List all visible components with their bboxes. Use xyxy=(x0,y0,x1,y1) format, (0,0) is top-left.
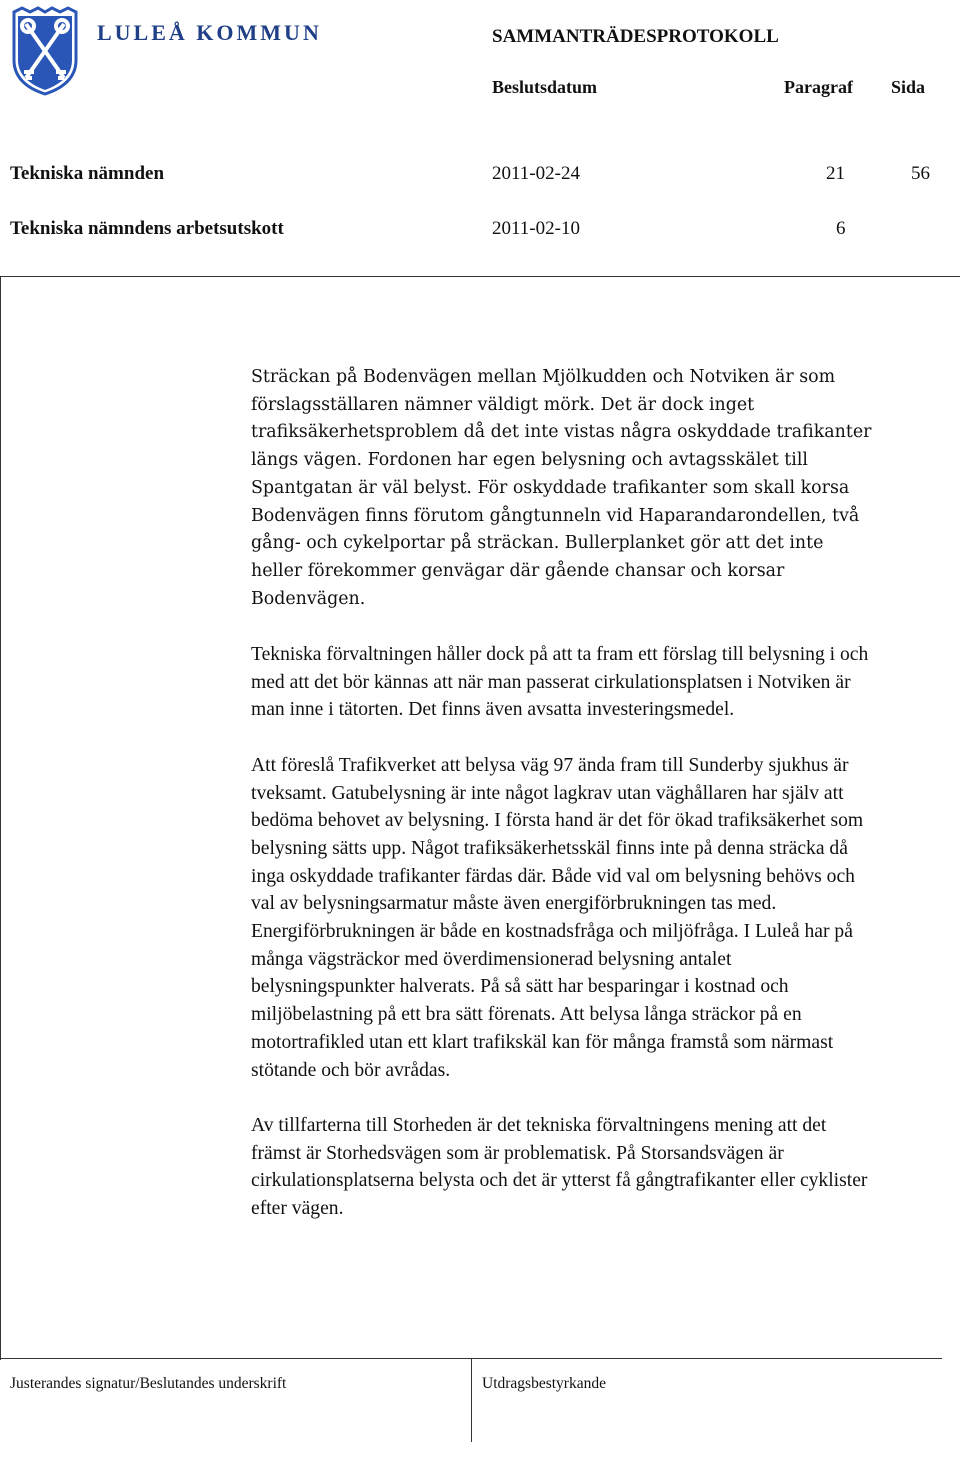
footer-column-divider xyxy=(471,1358,472,1442)
lulea-coat-of-arms-icon xyxy=(10,4,80,96)
column-header-paragraph: Paragraf xyxy=(784,77,853,97)
body-paragraph: Av tillfarterna till Storheden är det tekniska förvaltningens mening att det främst är Storhedsvägen som är problematisk. På Storsandsvägen är cirkulationsplatserna belysta och det är ytterst få gångtrafikanter eller cyklister efter vägen. xyxy=(251,1114,868,1220)
paragraph-number: 21 xyxy=(826,163,845,184)
brand-name: LULEÅ KOMMUN xyxy=(97,20,322,45)
document-body xyxy=(251,364,876,1250)
committee-name: Tekniska nämnden xyxy=(10,163,165,184)
page-number: 56 xyxy=(911,163,930,184)
body-paragraph: Tekniska förvaltningen håller dock på att ta fram ett förslag till belysning i och med att det bör kännas att när man passerat cirkulationsplatsen i Notviken är man inne i tätorten. Det finns även avsatta investeringsmedel. xyxy=(251,644,869,721)
signature-label: Justerandes signatur/Beslutandes underskrift xyxy=(10,1375,287,1392)
paragraph-number: 6 xyxy=(836,218,846,239)
body-paragraph: Sträckan på Bodenvägen mellan Mjölkudden och Notviken är som förslagsställaren nämner väldigt mörk. Det är dock inget trafiksäkerhetsproblem då det inte vistas några oskyddade trafikanter längs vägen. Fordonen har egen belysning och avtagsskälet till Spantgatan är väl belyst. För oskyddade trafikanter som skall korsa Bodenvägen finns förutom gångtunneln vid Haparandarondellen, två gång- och cykelportar på sträckan. Bullerplanket gör att det inte heller förekommer genvägar där gående chansar och korsar Bodenvägen. xyxy=(251,367,872,609)
document-type: SAMMANTRÄDESPROTOKOLL xyxy=(492,26,779,47)
column-header-date: Beslutsdatum xyxy=(492,77,598,97)
decision-date: 2011-02-24 xyxy=(492,163,580,184)
committee-name: Tekniska nämndens arbetsutskott xyxy=(10,218,284,239)
column-header-page: Sida xyxy=(891,77,926,97)
body-paragraph: Att föreslå Trafikverket att belysa väg 97 ända fram till Sunderby sjukhus är tveksamt. Gatubelysning är inte något lagkrav utan väghållaren har själv att bedöma behovet av belysning. I första hand är det för ökad trafiksäkerhet som belysning sätts upp. Något trafiksäkerhetsskäl finns inte på denna sträcka då inga oskyddade trafikanter färdas där. Både vid val om belysning behövs och val av belysningsarmatur måste även energiförbrukningen tas med. Energiförbrukningen är både en kostnadsfråga och miljöfråga. I Luleå har på många vägsträckor med överdimensionerad belysning antalet belysningspunkter halverats. På så sätt har besparingar i kostnad och miljöbelastning på ett bra sätt förenats. Att belysa långa sträckor på en motortrafikled utan ett klart trafikskäl kan för många framstå som närmast stötande och bör avrådas. xyxy=(251,754,864,1081)
content-frame-left xyxy=(0,276,1,1360)
content-frame-top xyxy=(0,276,960,277)
extract-certification-label: Utdragsbestyrkande xyxy=(482,1375,606,1392)
decision-date: 2011-02-10 xyxy=(492,218,580,239)
